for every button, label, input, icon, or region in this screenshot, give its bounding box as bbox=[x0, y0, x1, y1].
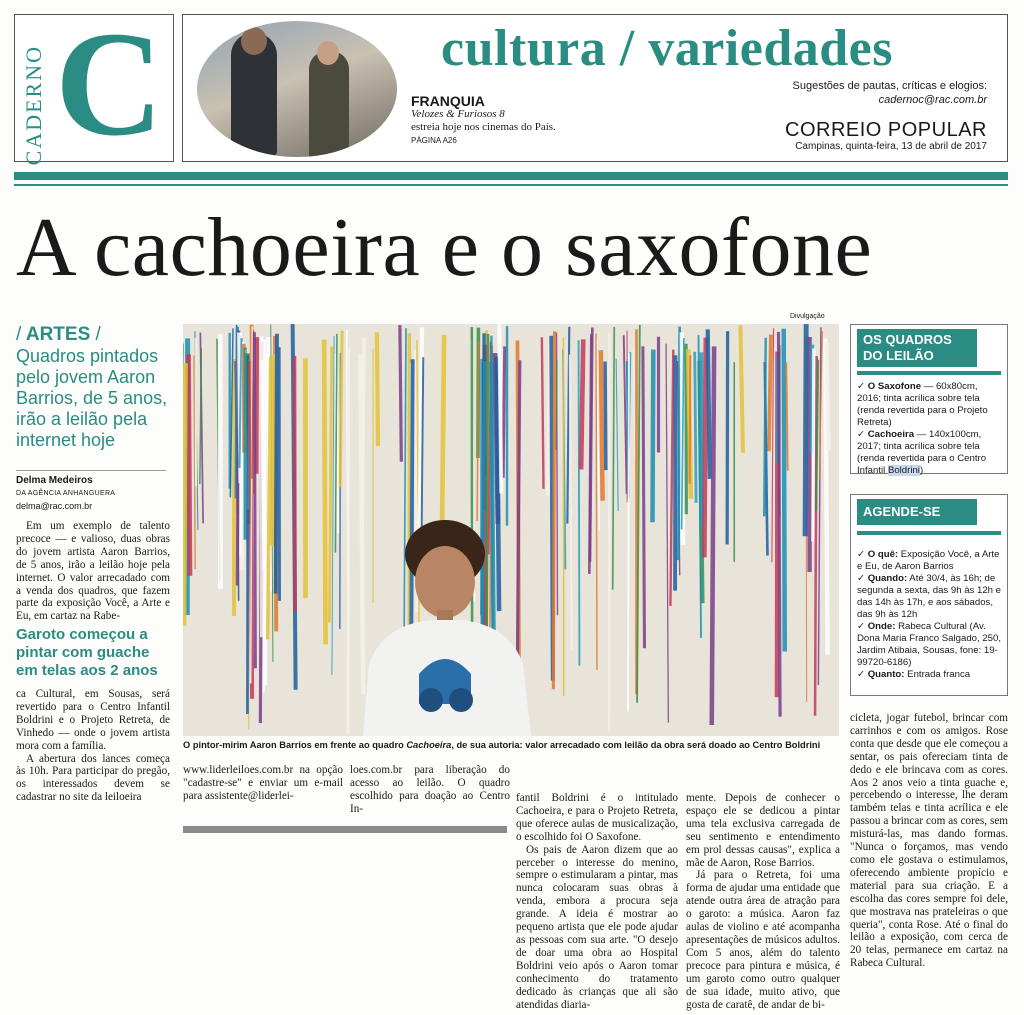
painting-illustration bbox=[183, 324, 839, 736]
info-box-body bbox=[857, 381, 1003, 477]
promo-label: FRANQUIA bbox=[411, 93, 485, 109]
header-rule bbox=[14, 172, 1008, 180]
list-item bbox=[857, 669, 1003, 681]
paint-drip bbox=[805, 324, 806, 536]
item-text: Entrada franca bbox=[904, 669, 971, 680]
item-label: Onde: bbox=[867, 621, 896, 632]
newspaper-brand: CORREIO POPULAR bbox=[785, 119, 987, 141]
caderno-label: CADERNO bbox=[21, 45, 46, 166]
promo-title: Velozes & Furiosos 8 bbox=[411, 108, 505, 120]
paint-drip bbox=[400, 325, 401, 462]
paint-drip bbox=[827, 342, 829, 449]
body-paragraph: ca Cultural, em Sousas, será revertido para o Centro Infantil Boldrini e o Projeto Retreta, de Vinhedo — onde o jovem artista mora com a família. bbox=[16, 688, 170, 752]
paint-drip bbox=[708, 329, 710, 479]
paint-drip bbox=[234, 359, 235, 616]
promo-page: PÁGINA A26 bbox=[411, 136, 457, 145]
paint-drip bbox=[377, 332, 378, 446]
body-paragraph: mente. Depois de conhecer o espaço ele se dedicou a pintar uma tela exclusiva carregada de seu sentimento e entendimento em prol dessas causas", explica a mãe de Aaron, Rose Barrios. bbox=[686, 792, 840, 869]
paint-drip bbox=[678, 327, 679, 560]
info-box-title: AGENDE-SE bbox=[857, 499, 977, 525]
list-item bbox=[857, 621, 1003, 669]
item-label: O quê: bbox=[867, 549, 899, 560]
paint-drip bbox=[690, 355, 691, 484]
column-rule bbox=[183, 826, 507, 833]
section-title: cultura / variedades bbox=[441, 20, 893, 77]
info-box-agenda bbox=[850, 494, 1008, 696]
paint-drip bbox=[553, 331, 554, 689]
paint-drip bbox=[254, 332, 255, 668]
check-icon: ✓ bbox=[857, 381, 866, 392]
lede: Quadros pintados pelo jovem Aaron Barrios, de 5 anos, irão a leilão pela internet hoje bbox=[16, 346, 168, 450]
kicker-slash: / bbox=[16, 324, 22, 345]
paint-drip bbox=[362, 338, 364, 538]
body-column bbox=[516, 792, 678, 1011]
check-icon: ✓ bbox=[857, 549, 866, 560]
list-item bbox=[857, 429, 1003, 477]
info-box-body bbox=[857, 549, 1003, 681]
kicker-label: ARTES bbox=[25, 324, 91, 345]
item-text: — 60x80cm, 2016; tinta acrílica sobre tela (renda revertida para o Projeto Retreta) bbox=[857, 381, 988, 428]
item-text: ) bbox=[919, 465, 924, 476]
paint-drip bbox=[712, 346, 714, 725]
item-text: Exposição Você, a Arte e Eu, de Aaron Barrios bbox=[857, 549, 1000, 572]
paint-drip bbox=[503, 346, 505, 477]
paint-drip bbox=[740, 325, 743, 453]
caption-part: O pintor-mirim Aaron Barrios em frente ao quadro bbox=[183, 740, 407, 750]
body-paragraph: www.liderleiloes.com.br na opção "cadastre-se" e enviar um e-mail para assistente@liderlei- bbox=[183, 764, 343, 802]
paint-drip bbox=[701, 352, 702, 524]
info-box-title: OS QUADROS DO LEILÃO bbox=[857, 329, 977, 367]
paint-drip bbox=[340, 331, 342, 488]
paint-drip bbox=[652, 350, 653, 523]
body-column bbox=[183, 764, 343, 803]
paint-drip bbox=[784, 329, 785, 652]
info-box-rule bbox=[857, 531, 1001, 535]
list-item bbox=[857, 549, 1003, 573]
author-agency: DA AGÊNCIA ANHANGUERA bbox=[16, 490, 116, 497]
caderno-letter: C bbox=[55, 1, 164, 167]
paint-drip bbox=[256, 337, 257, 474]
item-text: Rabeca Cultural (Av. Dona Maria Franco Salgado, 250, Jardim Atibaia, Sousas, fone: 19-99720-6186) bbox=[857, 621, 1001, 668]
promo-figure-head bbox=[317, 41, 339, 65]
paint-drip bbox=[487, 334, 488, 672]
paint-drip bbox=[247, 355, 248, 714]
photo-credit: Divulgação bbox=[790, 313, 825, 320]
paint-drip bbox=[581, 339, 583, 469]
paint-drip bbox=[184, 363, 186, 626]
body-paragraph: fantil Boldrini é o intitulado Cachoeira, e para o Projeto Retreta, que oferece aulas de musicalização, o escolhido foi O Saxofone. bbox=[516, 792, 678, 843]
item-label: Cachoeira bbox=[867, 429, 915, 440]
check-icon: ✓ bbox=[857, 621, 866, 632]
paint-drip bbox=[295, 356, 296, 611]
paint-drip bbox=[778, 332, 780, 717]
kicker bbox=[16, 324, 101, 346]
paint-drip bbox=[605, 362, 606, 471]
promo-teaser[interactable] bbox=[411, 95, 571, 147]
body-column bbox=[850, 712, 1008, 970]
item-label: Quanto: bbox=[867, 669, 905, 680]
paint-drip bbox=[499, 324, 501, 493]
author-name: Delma Medeiros bbox=[16, 475, 93, 486]
suggestions-box bbox=[793, 79, 987, 107]
check-icon: ✓ bbox=[857, 573, 866, 584]
subheadline: Garoto começou a pintar com guache em telas aos 2 anos bbox=[16, 626, 158, 679]
body-column bbox=[16, 520, 170, 623]
item-label: O Saxofone bbox=[867, 381, 922, 392]
item-text: Até 30/4, às 16h; de segunda a sexta, das 9h às 12h e das 14h às 17h, e aos sábados, das 9h às 12h bbox=[857, 573, 1002, 620]
paint-drip bbox=[813, 348, 814, 541]
paint-drip bbox=[324, 340, 325, 645]
paint-drip bbox=[596, 333, 597, 669]
info-box-rule bbox=[857, 371, 1001, 375]
promo-text: estreia hoje nos cinemas do País. bbox=[411, 121, 556, 133]
body-paragraph: Já para o Retreta, foi uma forma de ajudar uma entidade que atende outra área de atração para o garoto: a música. Aaron faz aulas de violino e até acompanha apresentações de músicos adultos. Com 5 anos, além do talento precoce para pintura e música, é um garoto como outro qualquer de sua idade, muito ativo, que gosta de caratê, de andar de bi- bbox=[686, 869, 840, 1011]
dateline: Campinas, quinta-feira, 13 de abril de 2017 bbox=[795, 141, 987, 152]
highlighted-text: Boldrini bbox=[887, 465, 920, 476]
headline: A cachoeira e o saxofone bbox=[16, 201, 873, 294]
caption-part: Cachoeira bbox=[406, 740, 452, 750]
paint-drip bbox=[695, 352, 696, 503]
photo-caption bbox=[183, 740, 839, 750]
section-nameplate bbox=[14, 1, 174, 167]
promo-figure-head bbox=[241, 27, 267, 55]
promo-figure bbox=[309, 51, 349, 157]
paint-drip bbox=[704, 338, 706, 558]
check-icon: ✓ bbox=[857, 429, 866, 440]
body-column bbox=[350, 764, 510, 816]
kicker-slash: / bbox=[95, 324, 101, 345]
paint-drip bbox=[276, 334, 277, 594]
body-column bbox=[16, 688, 170, 804]
body-paragraph: loes.com.br para liberação do acesso ao leilão. O quadro escolhido para doação ao Centro In- bbox=[350, 764, 510, 815]
body-paragraph: cicleta, jogar futebol, brincar com carrinhos e com os amigos. Rose conta que desde que ele começou a sentar, os pais ofereciam tinta de dedo e ele brincava com as cores. Aos 2 anos veio a tinta guache e, percebendo o interesse, lhe deram também telas e tinta acrílica e ele passou a brincar com as cores, sem misturá-las, mas dando formas. "Nunca o forçamos, mas vendo como ele gostava o estimulamos, oferecendo ambiente propício e material para sua criação. E a escolha das cores sempre foi dele, que mostrava nas prateleiras o que queria", conta Rose. Até o final do leilão a exposição, com cerca de 20 telas, permanece em cartaz na Rabeca Cultural. bbox=[850, 712, 1008, 970]
suggestions-email[interactable]: cadernoc@rac.com.br bbox=[878, 94, 987, 106]
paint-drip bbox=[189, 354, 190, 576]
header-rule-thin bbox=[14, 184, 1008, 186]
check-icon: ✓ bbox=[857, 669, 866, 680]
author-email[interactable]: delma@rac.com.br bbox=[16, 501, 93, 511]
suggestions-text: Sugestões de pautas, críticas e elogios: bbox=[792, 80, 987, 92]
item-text: — 140x100cm, 2017; tinta acrílica sobre tela (renda revertida para o Centro Infantil bbox=[857, 429, 987, 476]
main-photo[interactable] bbox=[183, 324, 839, 736]
byline bbox=[16, 474, 176, 513]
paint-drip bbox=[764, 338, 766, 517]
divider bbox=[16, 470, 166, 471]
info-box-paintings bbox=[850, 324, 1008, 474]
paint-drip bbox=[601, 350, 603, 500]
child-face bbox=[415, 546, 475, 618]
body-paragraph: Os pais de Aaron dizem que ao perceber o interesse do menino, sempre o estimularam a pintar, mas nunca colocaram suas obras à venda, embora a procura seja grande. A ideia é mostrar ao pequeno artista que ele pode ajudar as pessoas com sua arte. "O desejo de doar uma obra ao Hospital Boldrini veio após o Aaron tomar conhecimento do tratamento dedicado às crianças que ali são atendidas diaria- bbox=[516, 843, 678, 1011]
paint-drip bbox=[579, 340, 580, 666]
list-item bbox=[857, 573, 1003, 621]
promo-photo[interactable] bbox=[197, 21, 397, 157]
body-paragraph: A abertura dos lances começa às 10h. Para participar do pregão, os interessados devem se cadastrar no site da leiloeira bbox=[16, 752, 170, 804]
masthead bbox=[182, 14, 1008, 162]
body-column bbox=[686, 792, 840, 1011]
body-paragraph: Em um exemplo de talento precoce — e valioso, duas obras do jovem artista Aaron Barrios, de 5 anos, irão a leilão hoje pela internet. O valor arrecadado com a venda dos quadros, que fazem parte da exposição Você, a Arte e Eu, em cartaz na Rabe- bbox=[16, 520, 170, 623]
paint-drip bbox=[542, 337, 544, 489]
list-item bbox=[857, 381, 1003, 429]
paint-drip bbox=[643, 346, 645, 648]
paint-drip bbox=[628, 353, 629, 712]
caption-part: , de sua autoria: valor arrecadado com leilão da obra será doado ao Centro Boldrini bbox=[451, 740, 821, 750]
paint-drip bbox=[769, 335, 771, 452]
item-label: Quando: bbox=[867, 573, 908, 584]
paint-drip bbox=[411, 359, 412, 662]
